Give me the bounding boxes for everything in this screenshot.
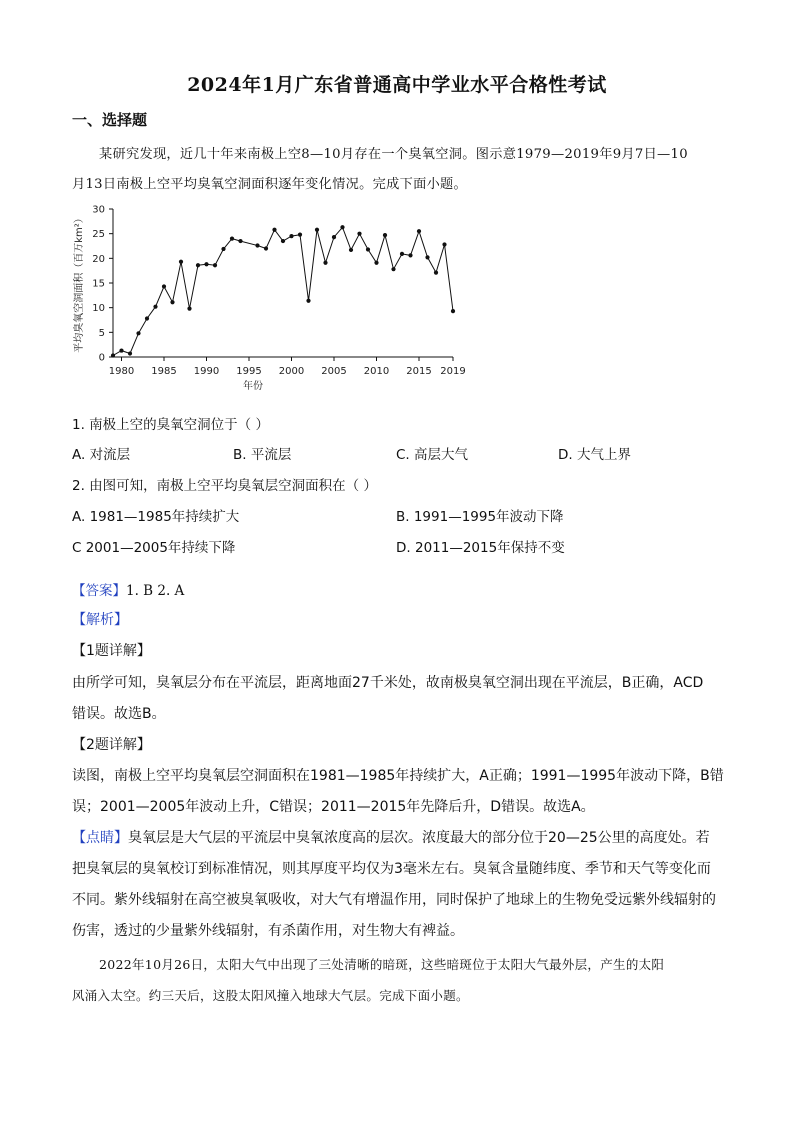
tip-line-1 bbox=[72, 827, 710, 847]
data-point bbox=[374, 261, 378, 265]
question-2-option-a: A. 1981—1985年持续扩大 bbox=[72, 509, 240, 525]
data-point bbox=[391, 267, 395, 271]
detail-1-label: 【1题详解】 bbox=[72, 643, 151, 659]
data-point bbox=[111, 353, 115, 357]
data-point bbox=[383, 233, 387, 237]
y-tick-label: 5 bbox=[98, 327, 105, 339]
data-point bbox=[357, 232, 361, 236]
data-point bbox=[340, 225, 344, 229]
tip-line-4: 伤害，透过的少量紫外线辐射，有杀菌作用，对生物大有裨益。 bbox=[72, 923, 464, 939]
y-axis-label: 平均臭氧空洞面积（百万km²） bbox=[74, 213, 85, 353]
data-point bbox=[221, 247, 225, 251]
y-tick-label: 30 bbox=[92, 204, 105, 216]
data-point bbox=[315, 228, 319, 232]
tip-line-2: 把臭氧层的臭氧校订到标准情况，则其厚度平均仅为3毫米左右。臭氧含量随纬度、季节和天气等变化而 bbox=[72, 861, 711, 877]
x-tick-label: 2015 bbox=[406, 366, 432, 377]
data-point bbox=[400, 252, 404, 256]
data-point bbox=[179, 260, 183, 264]
answer-text: 1. B 2. A bbox=[126, 583, 185, 599]
chart-ticks bbox=[92, 205, 465, 378]
ozone-hole-line-chart bbox=[68, 200, 468, 400]
intro2-line-1: 2022年10月26日，太阳大气中出现了三处清晰的暗斑，这些暗斑位于太阳大气最外层，产生的太阳 bbox=[99, 957, 665, 972]
data-point bbox=[442, 242, 446, 246]
question-1-option-b: B. 平流层 bbox=[233, 447, 292, 463]
answer-label: 【答案】 bbox=[72, 583, 126, 599]
x-tick-label: 2005 bbox=[321, 366, 347, 377]
intro-line-1: 某研究发现，近几十年来南极上空8—10月存在一个臭氧空洞。图示意1979—2019年9月7日—10 bbox=[99, 147, 688, 162]
data-point bbox=[272, 228, 276, 232]
question-1-option-a: A. 对流层 bbox=[72, 447, 131, 463]
y-tick-label: 15 bbox=[92, 278, 105, 290]
x-tick-label: 2000 bbox=[278, 366, 305, 377]
data-point bbox=[323, 261, 327, 265]
detail-2-label: 【2题详解】 bbox=[72, 737, 151, 753]
y-tick-label: 0 bbox=[98, 352, 105, 364]
data-point bbox=[128, 351, 132, 355]
y-tick-label: 10 bbox=[92, 303, 105, 315]
data-point bbox=[145, 316, 149, 320]
x-tick-label: 2010 bbox=[363, 366, 390, 377]
data-point bbox=[366, 247, 370, 251]
x-tick-label: 1985 bbox=[151, 366, 177, 377]
data-point bbox=[204, 262, 208, 266]
data-point bbox=[153, 305, 157, 309]
detail-1-line-1: 由所学可知，臭氧层分布在平流层，距离地面27千米处，故南极臭氧空洞出现在平流层，B正确，ACD bbox=[72, 675, 704, 691]
chart-axes bbox=[113, 209, 453, 357]
tip-line-3: 不同。紫外线辐射在高空被臭氧吸收，对大气有增温作用，同时保护了地球上的生物免受远紫外线辐射的 bbox=[72, 892, 716, 908]
data-point bbox=[289, 234, 293, 238]
data-point bbox=[136, 331, 140, 335]
x-tick-label: 1980 bbox=[108, 366, 135, 377]
data-point bbox=[196, 263, 200, 267]
data-point bbox=[306, 299, 310, 303]
data-point bbox=[264, 246, 268, 250]
x-tick-label: 1990 bbox=[193, 366, 220, 377]
detail-2-line-2: 误；2001—2005年波动上升，C错误；2011—2015年先降后升，D错误。故选A。 bbox=[72, 799, 595, 815]
data-point bbox=[425, 255, 429, 259]
data-point bbox=[298, 233, 302, 237]
data-point bbox=[417, 229, 421, 233]
data-point bbox=[238, 239, 242, 243]
data-point bbox=[451, 309, 455, 313]
tip-text-1: 臭氧层是大气层的平流层中臭氧浓度高的层次。浓度最大的部分位于20—25公里的高度处。若 bbox=[128, 830, 710, 846]
series-points bbox=[111, 225, 455, 357]
data-point bbox=[408, 253, 412, 257]
data-point bbox=[119, 348, 123, 352]
detail-1-line-2: 错误。故选B。 bbox=[72, 706, 166, 722]
data-point bbox=[213, 263, 217, 267]
data-point bbox=[162, 284, 166, 288]
data-point bbox=[255, 243, 259, 247]
data-point bbox=[170, 300, 174, 304]
section-heading: 一、选择题 bbox=[72, 111, 148, 129]
y-tick-label: 20 bbox=[92, 253, 105, 265]
data-point bbox=[434, 271, 438, 275]
intro-line-2: 月13日南极上空平均臭氧空洞面积逐年变化情况。完成下面小题。 bbox=[72, 177, 468, 192]
y-tick-label: 25 bbox=[92, 229, 105, 241]
question-2-stem: 2. 由图可知，南极上空平均臭氧层空洞面积在（ ） bbox=[72, 478, 377, 494]
data-point bbox=[187, 307, 191, 311]
x-tick-label: 2019 bbox=[440, 366, 466, 377]
data-point bbox=[349, 248, 353, 252]
x-axis-label: 年份 bbox=[243, 381, 263, 392]
x-tick-label: 1995 bbox=[236, 366, 262, 377]
data-point bbox=[332, 235, 336, 239]
data-point bbox=[281, 239, 285, 243]
question-1-option-d: D. 大气上界 bbox=[558, 447, 631, 463]
data-point bbox=[230, 237, 234, 241]
detail-2-line-1: 读图，南极上空平均臭氧层空洞面积在1981—1985年持续扩大，A正确；1991—1995年波动下降，B错 bbox=[72, 768, 724, 784]
question-1-stem: 1. 南极上空的臭氧空洞位于（ ） bbox=[72, 417, 269, 433]
question-2-option-b: B. 1991—1995年波动下降 bbox=[396, 509, 564, 525]
series-line bbox=[113, 227, 453, 355]
tip-label: 【点睛】 bbox=[72, 830, 128, 846]
question-2-option-c: C 2001—2005年持续下降 bbox=[72, 540, 236, 556]
analysis-label: 【解析】 bbox=[72, 612, 128, 628]
page-title: 2024年1月广东省普通高中学业水平合格性考试 bbox=[187, 74, 607, 96]
intro2-line-2: 风涌入太空。约三天后，这股太阳风撞入地球大气层。完成下面小题。 bbox=[72, 988, 469, 1003]
question-2-option-d: D. 2011—2015年保持不变 bbox=[396, 540, 565, 556]
answer-line bbox=[72, 579, 184, 599]
question-1-option-c: C. 高层大气 bbox=[396, 447, 469, 463]
